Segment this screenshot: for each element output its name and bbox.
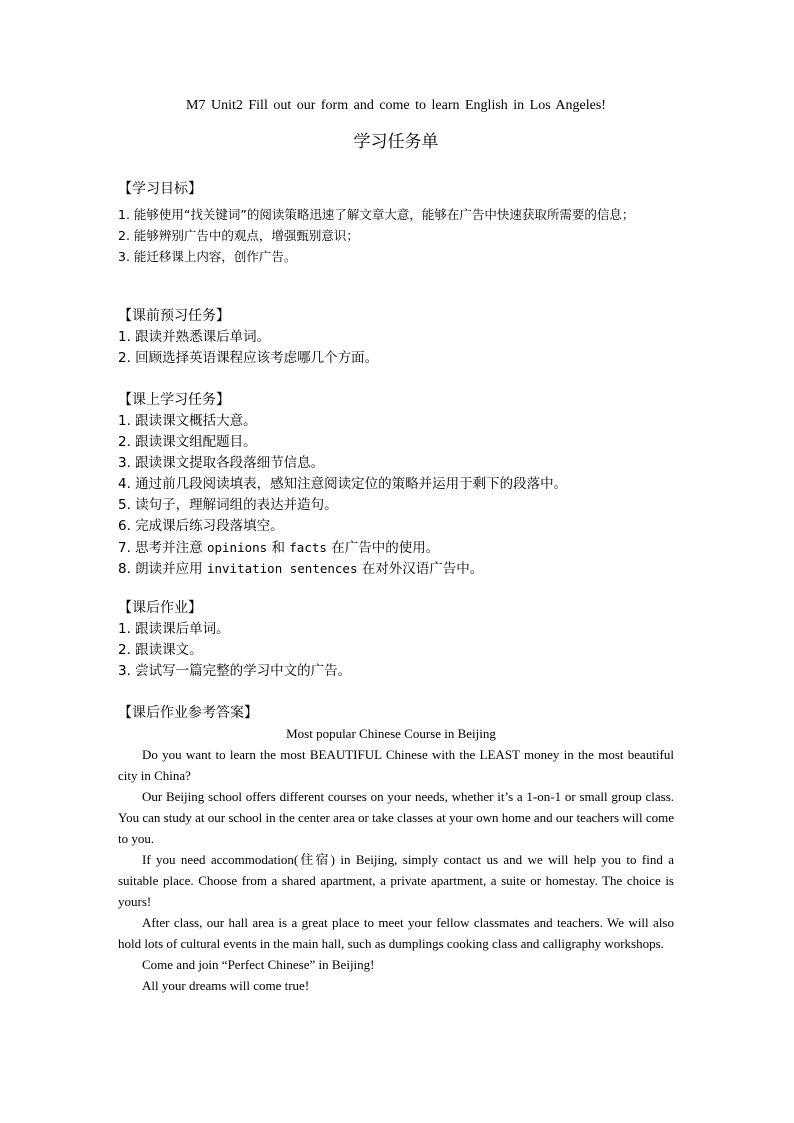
answer-paragraph: After class, our hall area is a great place to meet your fellow classmates and teachers. We will also hold lots of cultural events in the main hall, such as dumplings cooking class and calligraphy workshops. bbox=[118, 915, 674, 951]
list-item-text: 7. 思考并注意 bbox=[118, 540, 207, 556]
list-item: 3. 跟读课文提取各段落细节信息。 bbox=[118, 455, 325, 471]
list-item: 1. 能够使用“找关键词”的阅读策略迅速了解文章大意，能够在广告中快速获取所需要的信息； bbox=[118, 207, 635, 222]
keyword: invitation sentences bbox=[206, 561, 358, 576]
homework-section bbox=[118, 597, 674, 682]
list-item: 3. 能迁移课上内容，创作广告。 bbox=[118, 249, 297, 264]
list-item bbox=[118, 537, 674, 558]
section-heading: 【课后作业参考答案】 bbox=[118, 705, 258, 721]
section-heading: 【课上学习任务】 bbox=[118, 392, 230, 408]
list-item: 2. 跟读课文。 bbox=[118, 642, 203, 658]
list-item-text: 8. 朗读并应用 bbox=[118, 561, 207, 577]
list-item: 1. 跟读课后单词。 bbox=[118, 621, 230, 637]
section-heading: 【课前预习任务】 bbox=[118, 308, 230, 324]
objectives-section bbox=[118, 178, 674, 267]
list-item bbox=[118, 558, 674, 579]
list-item-text: 和 bbox=[267, 540, 290, 556]
list-item-text: 在广告中的使用。 bbox=[326, 540, 440, 556]
document-subtitle: 学习任务单 bbox=[353, 132, 439, 152]
keyword: facts bbox=[289, 540, 327, 555]
list-item: 3. 尝试写一篇完整的学习中文的广告。 bbox=[118, 663, 352, 679]
answer-paragraph: Do you want to learn the most BEAUTIFUL Chinese with the LEAST money in the most beautiful city in China? bbox=[118, 747, 674, 783]
list-item-text: 在对外汉语广告中。 bbox=[357, 561, 484, 577]
keyword: opinions bbox=[206, 540, 268, 555]
answer-paragraph: If you need accommodation(住宿) in Beijing, simply contact us and we will help you to find a suitable place. Choose from a shared apartment, a private apartment, a suite or homestay. The choice is yours! bbox=[118, 852, 674, 909]
answer-paragraph: All your dreams will come true! bbox=[142, 978, 310, 993]
answer-section bbox=[118, 702, 674, 996]
list-item: 4. 通过前几段阅读填表，感知注意阅读定位的策略并运用于剩下的段落中。 bbox=[118, 476, 568, 492]
answer-paragraph: Come and join “Perfect Chinese” in Beijing! bbox=[142, 957, 375, 972]
list-item: 1. 跟读并熟悉课后单词。 bbox=[118, 329, 271, 345]
document-title: M7 Unit2 Fill out our form and come to learn English in Los Angeles! bbox=[186, 98, 606, 113]
list-item: 2. 跟读课文组配题目。 bbox=[118, 434, 257, 450]
answer-paragraph: Our Beijing school offers different courses on your needs, whether it’s a 1-on-1 or small group class. You can study at our school in the center area or take classes at your own home and our teachers will come to you. bbox=[118, 789, 674, 846]
list-item: 1. 跟读课文概括大意。 bbox=[118, 413, 257, 429]
list-item: 5. 读句子，理解词组的表达并造句。 bbox=[118, 497, 338, 513]
list-item: 2. 回顾选择英语课程应该考虑哪几个方面。 bbox=[118, 350, 379, 366]
inclass-section bbox=[118, 389, 674, 579]
answer-title: Most popular Chinese Course in Beijing bbox=[286, 726, 496, 741]
section-heading: 【学习目标】 bbox=[118, 181, 202, 197]
section-heading: 【课后作业】 bbox=[118, 600, 202, 616]
list-item: 6. 完成课后练习段落填空。 bbox=[118, 518, 284, 534]
preview-section bbox=[118, 305, 674, 369]
list-item: 2. 能够辨别广告中的观点，增强甄别意识； bbox=[118, 228, 359, 243]
